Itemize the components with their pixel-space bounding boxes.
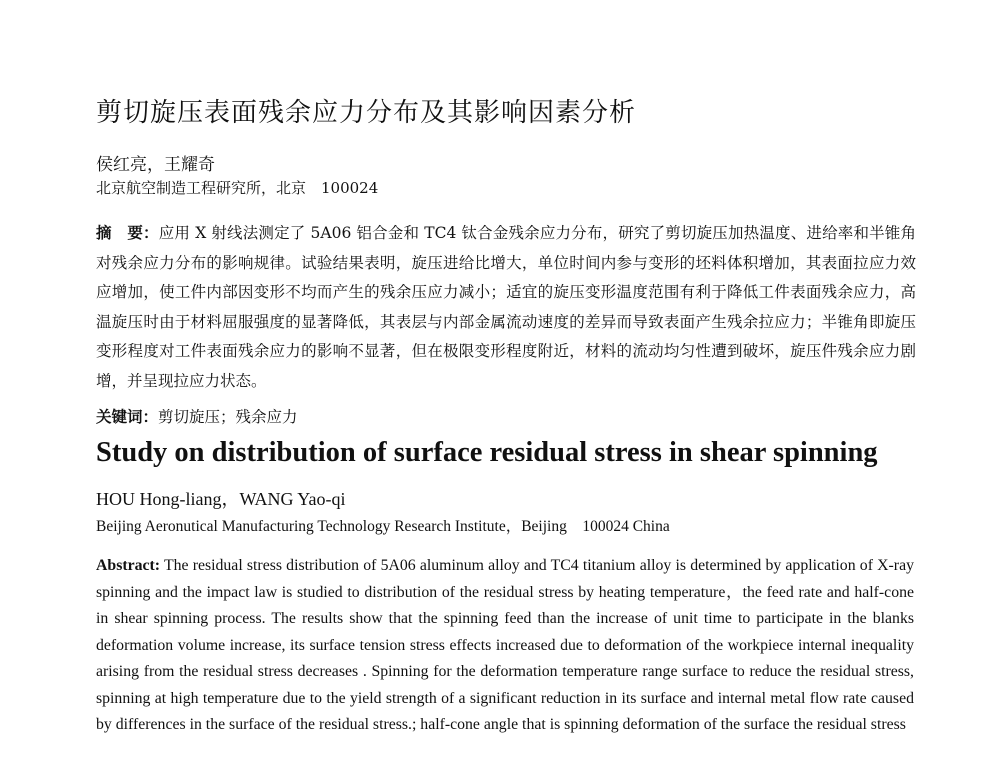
chinese-keywords-text: 剪切旋压；残余应力: [158, 408, 298, 426]
chinese-title: 剪切旋压表面残余应力分布及其影响因素分析: [96, 98, 637, 128]
chinese-authors: 侯红亮，王耀奇: [96, 155, 215, 175]
english-affiliation: Beijing Aeronutical Manufacturing Technology Research Institute，Beijing 100024 China: [96, 518, 670, 535]
chinese-abstract-label: 摘 要：: [96, 223, 159, 242]
english-authors: HOU Hong-liang，WANG Yao-qi: [96, 489, 346, 509]
chinese-affiliation: 北京航空制造工程研究所，北京 100024: [96, 179, 379, 197]
english-abstract-label: Abstract:: [96, 557, 161, 574]
english-abstract-text: The residual stress distribution of 5A06 aluminum alloy and TC4 titanium alloy is determined by application of X-ray spinning and the impact law is studied to distribution of the residual stress by heating temperature，the feed rate and half-cone in shear spinning process. The results show that the spinning feed than the increase of unit time to participate in the blanks deformation volume increase, its surface tension stress effects increased due to deformation of the workpiece internal inequality arising from the residual stress decreases . Spinning for the deformation temperature range surface to reduce the residual stress, spinning at high temperature due to the yield strength of a significant reduction in its surface and internal metal flow rate caused by differences in the surface of the residual stress.; half-cone angle that is spinning deformation of the surface the residual stress: [96, 557, 914, 733]
chinese-keywords-label: 关键词：: [96, 407, 159, 426]
chinese-keywords: [96, 405, 298, 427]
chinese-abstract: [96, 218, 916, 396]
english-abstract: [96, 553, 914, 739]
english-title: Study on distribution of surface residual stress in shear spinning: [96, 437, 878, 468]
chinese-abstract-text: 应用 X 射线法测定了 5A06 铝合金和 TC4 钛合金残余应力分布，研究了剪切旋压加热温度、进给率和半锥角对残余应力分布的影响规律。试验结果表明，旋压进给比增大，单位时间内参与变形的坯料体积增加，其表面拉应力效应增加，使工件内部因变形不均而产生的残余压应力减小；适宜的旋压变形温度范围有利于降低工件表面残余应力，高温旋压时由于材料屈服强度的显著降低，其表层与内部金属流动速度的差异而导致表面产生残余拉应力；半锥角即旋压变形程度对工件表面残余应力的影响不显著，但在极限变形程度附近，材料的流动均匀性遭到破坏，旋压件残余应力剧增，并呈现拉应力状态。: [96, 224, 916, 390]
